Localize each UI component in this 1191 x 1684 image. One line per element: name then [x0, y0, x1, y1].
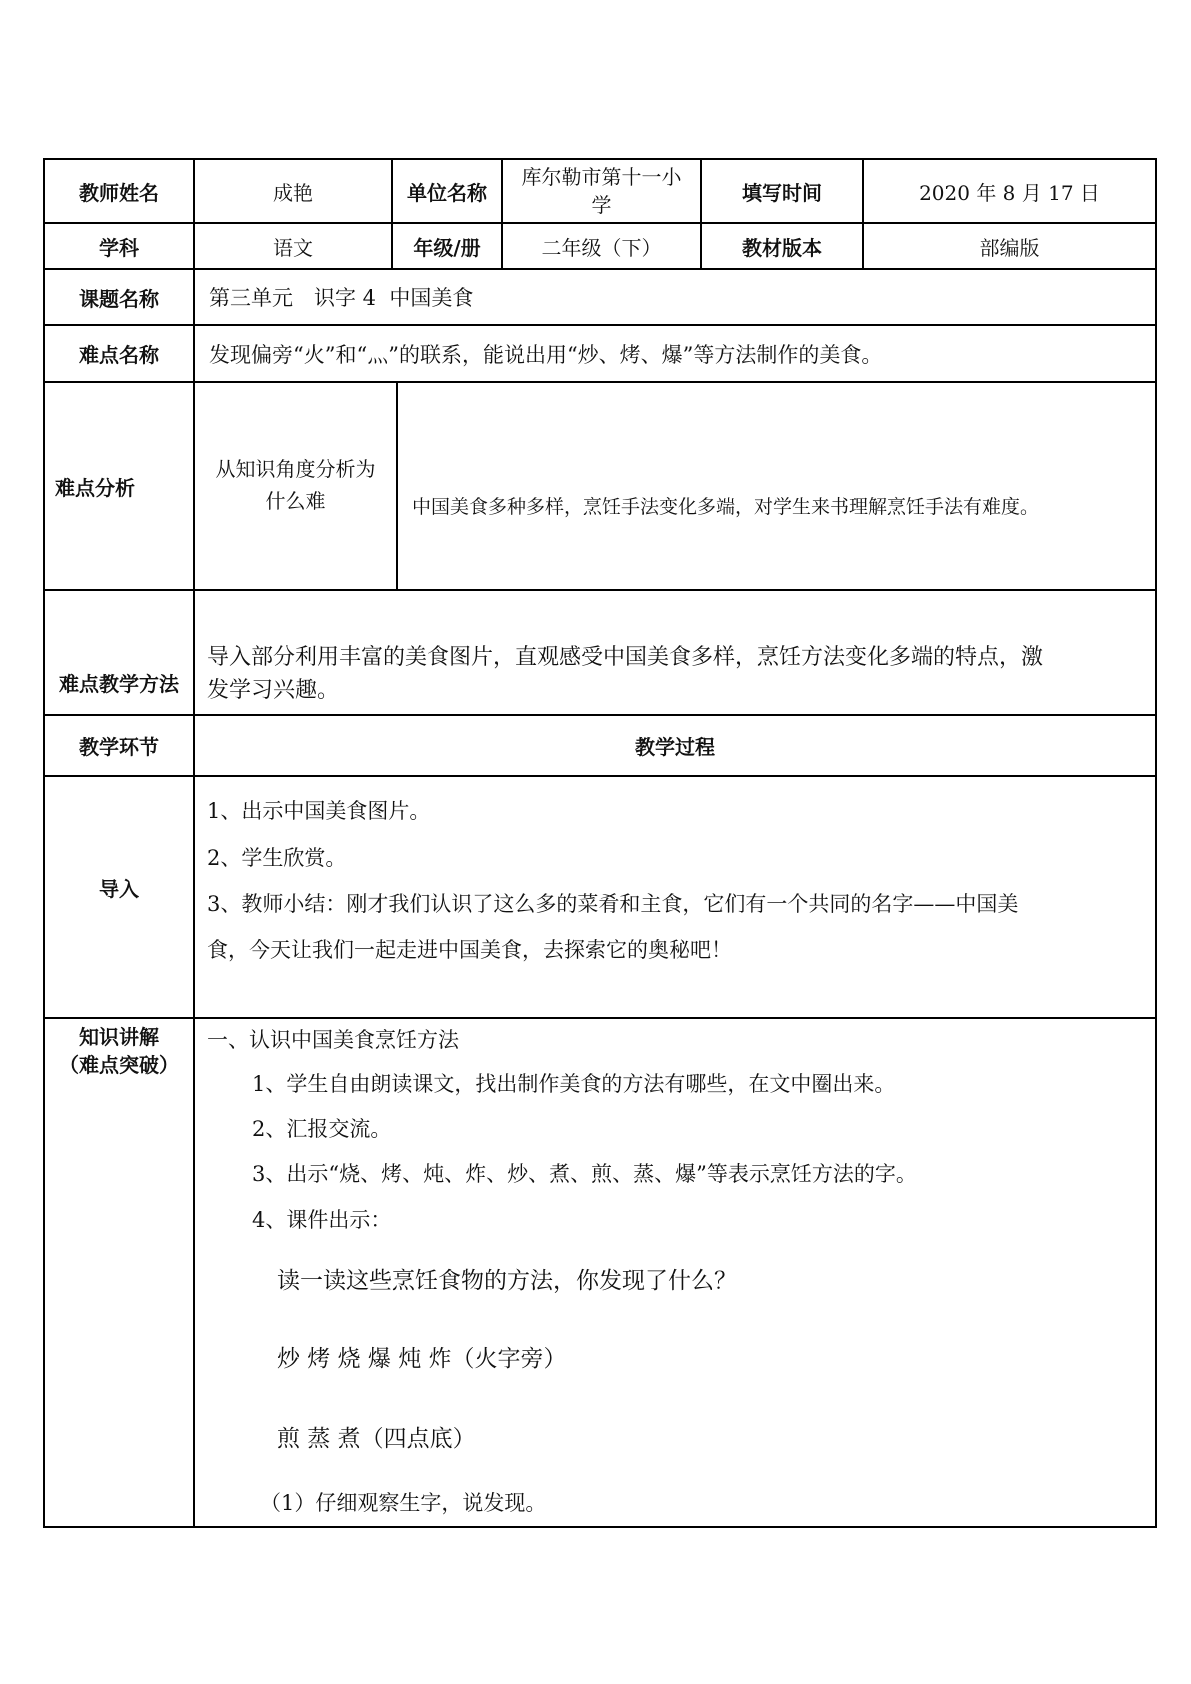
analysis-value: 中国美食多种多样，烹饪手法变化多端，对学生来书理解烹饪手法有难度。 [412, 495, 1040, 518]
knowledge-label-line2: （难点突破） [59, 1053, 179, 1077]
table-border-right [1155, 158, 1157, 1528]
edition-label: 教材版本 [742, 235, 822, 260]
row-line-8 [43, 1017, 1157, 1019]
slide-four-dots-row: 煎 蒸 煮（四点底） [277, 1426, 476, 1452]
difficulty-label: 难点名称 [79, 343, 159, 367]
knowledge-label-line1: 知识讲解 [79, 1025, 159, 1049]
intro-line-2: 2、学生欣赏。 [207, 846, 347, 870]
analysis-sub-label-line1: 从知识角度分析为 [215, 457, 376, 481]
knowledge-heading: 一、认识中国美食烹饪方法 [207, 1028, 459, 1052]
method-line-1: 导入部分利用丰富的美食图片，直观感受中国美食多样，烹饪方法变化多端的特点，激 [207, 645, 1044, 670]
process-stage-label: 教学环节 [79, 735, 159, 759]
unit-name-line2: 学 [591, 193, 612, 217]
method-label: 难点教学方法 [59, 672, 179, 696]
unit-name-label: 单位名称 [407, 180, 487, 205]
analysis-label: 难点分析 [55, 475, 135, 500]
row-line-5 [43, 589, 1157, 591]
knowledge-step-1: 1、学生自由朗读课文，找出制作美食的方法有哪些，在文中圈出来。 [252, 1072, 896, 1096]
grade-value: 二年级（下） [541, 235, 662, 260]
fill-date-value: 2020 年 8 月 17 日 [919, 180, 1100, 205]
intro-line-3: 3、教师小结：刚才我们认识了这么多的菜肴和主食，它们有一个共同的名字——中国美 [207, 892, 1019, 916]
row-line-bottom [43, 1526, 1157, 1528]
analysis-sub-label-line2: 什么难 [265, 489, 326, 513]
intro-line-4: 食，今天让我们一起走进中国美食，去探索它的奥秘吧！ [207, 938, 732, 962]
analysis-sub-label [195, 450, 396, 520]
teacher-name-label: 教师姓名 [79, 180, 159, 205]
method-line-2: 发学习兴趣。 [207, 678, 340, 703]
slide-question: 读一读这些烹饪食物的方法，你发现了什么？ [277, 1268, 737, 1294]
unit-name-value [503, 160, 700, 222]
slide-fire-radical-row: 炒 烤 烧 爆 炖 炸（火字旁） [277, 1346, 567, 1372]
knowledge-step-3: 3、出示“烧、烤、炖、炸、炒、煮、煎、蒸、爆”等表示烹饪方法的字。 [252, 1162, 917, 1186]
subject-value: 语文 [273, 235, 313, 260]
process-label: 教学过程 [635, 735, 715, 759]
row-line-4 [43, 381, 1157, 383]
grade-label: 年级/册 [413, 235, 481, 260]
intro-line-1: 1、出示中国美食图片。 [207, 799, 431, 823]
intro-label: 导入 [99, 876, 139, 901]
knowledge-step-4: 4、课件出示： [252, 1208, 392, 1232]
knowledge-label [45, 1023, 193, 1079]
subject-label: 学科 [99, 235, 139, 260]
row-line-7 [43, 775, 1157, 777]
topic-label: 课题名称 [79, 286, 159, 311]
unit-name-line1: 库尔勒市第十一小 [521, 165, 682, 189]
topic-value: 第三单元 识字 4 中国美食 [209, 286, 474, 310]
teacher-name-value: 成艳 [273, 180, 313, 205]
edition-value: 部编版 [979, 235, 1040, 260]
fill-date-label: 填写时间 [742, 180, 822, 205]
knowledge-observe: （1）仔细观察生字，说发现。 [260, 1491, 547, 1515]
knowledge-step-2: 2、汇报交流。 [252, 1117, 392, 1141]
difficulty-value: 发现偏旁“火”和“灬”的联系，能说出用“炒、烤、爆”等方法制作的美食。 [209, 342, 883, 367]
